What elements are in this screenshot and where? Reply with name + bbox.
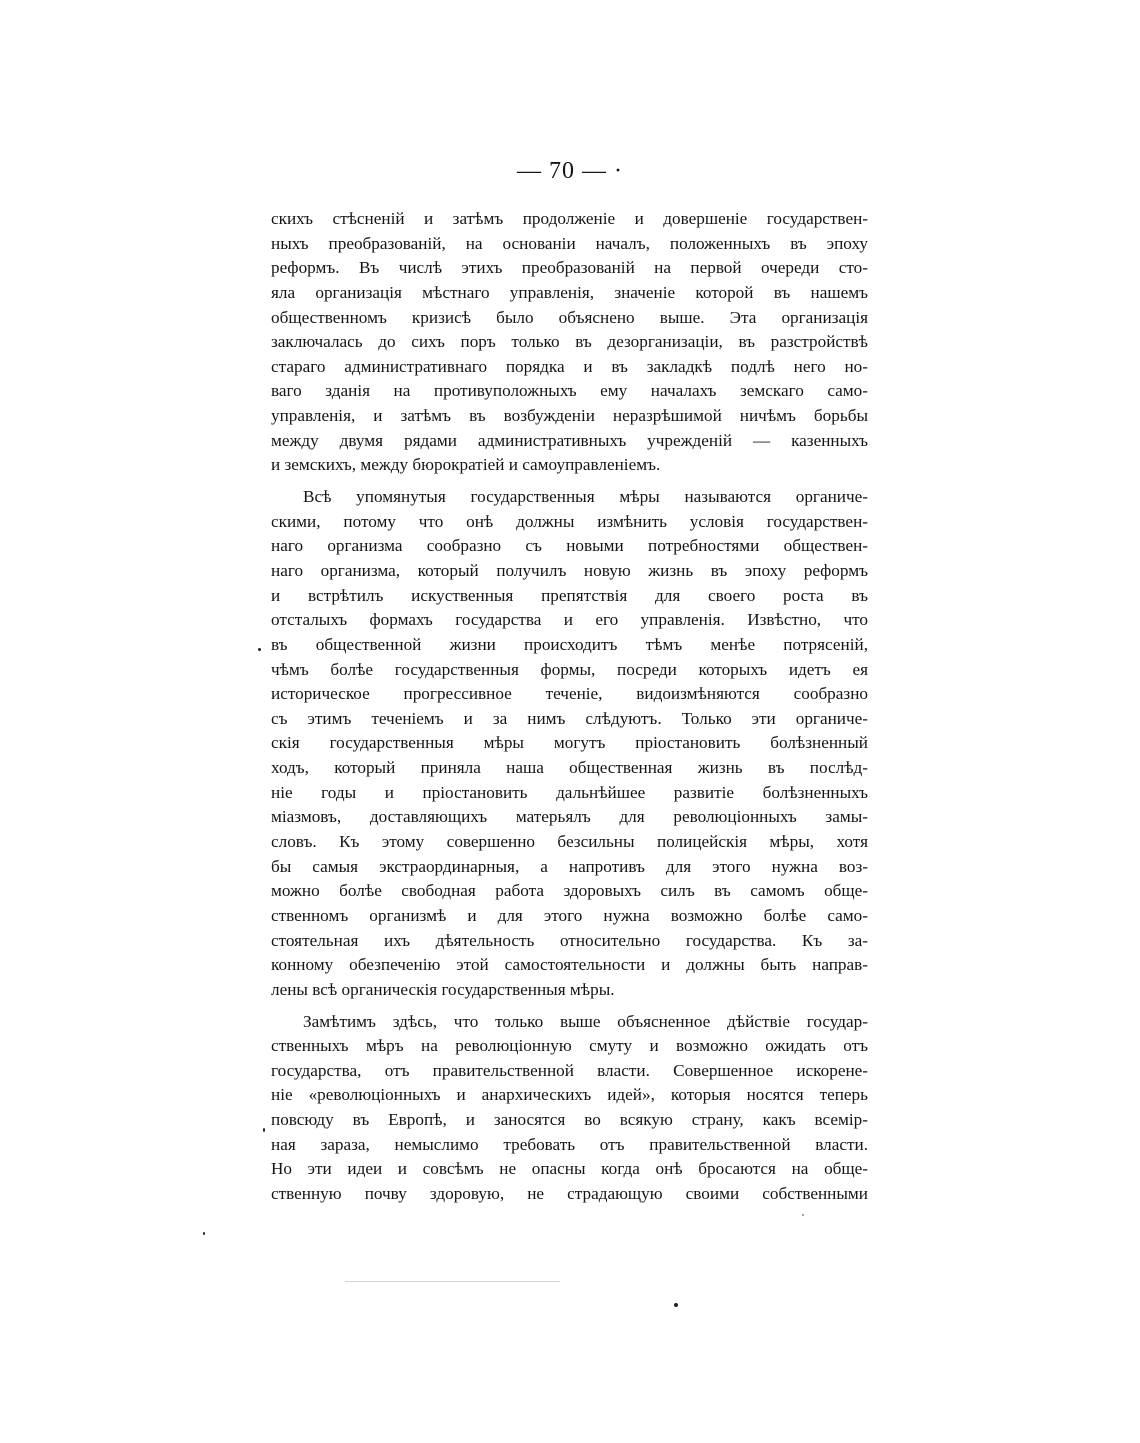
text-line: историческое прогрессивное теченіе, видоизмѣняются сообразно <box>271 684 868 704</box>
text-line: и земскихъ, между бюрократіей и самоуправленіемъ. <box>271 455 661 475</box>
body-text <box>271 207 868 1207</box>
scan-speck <box>674 1303 678 1307</box>
text-line: Но эти идеи и совсѣмъ не опасны когда онѣ бросаются на обще- <box>271 1159 868 1179</box>
paragraph-gap <box>271 1003 868 1010</box>
text-line: государства, отъ правительственной власти. Совершенное искорене- <box>271 1060 868 1080</box>
text-line: съ этимъ теченіемъ и за нимъ слѣдуютъ. Только эти органиче- <box>271 708 868 728</box>
text-line: ніе годы и пріостановить дальнѣйшее развитіе болѣзненныхъ <box>271 782 868 802</box>
text-line: бы самыя экстраординарныя, а напротивъ для этого нужна воз- <box>271 856 868 876</box>
text-line: ныхъ преобразованій, на основаніи началъ, положенныхъ въ эпоху <box>271 233 868 253</box>
text-line: ходъ, который приняла наша общественная жизнь въ послѣд- <box>271 758 868 778</box>
text-line: можно болѣе свободная работа здоровыхъ силъ въ самомъ обще- <box>271 881 868 901</box>
text-line: наго организма сообразно съ новыми потребностями обществен- <box>271 536 868 556</box>
text-line: лены всѣ органическія государственныя мѣры. <box>271 979 615 999</box>
text-line: ніе «революціонныхъ и анархическихъ идей», которыя носятся теперь <box>271 1085 868 1105</box>
text-line: скими, потому что онѣ должны измѣнить условія государствен- <box>271 511 868 531</box>
text-line: Замѣтимъ здѣсь, что только выше объясненное дѣйствіе государ- <box>303 1011 868 1031</box>
text-line: ная зараза, немыслимо требовать отъ правительственной власти. <box>271 1134 868 1154</box>
text-line: конному обезпеченію этой самостоятельности и должны быть направ- <box>271 955 868 975</box>
text-line: чѣмъ болѣе государственныя формы, посреди которыхъ идетъ ея <box>271 659 868 679</box>
text-line: и встрѣтилъ искуственныя препятствія для своего роста въ <box>271 585 868 605</box>
text-line: ственную почву здоровую, не страдающую своими собственными <box>271 1183 868 1203</box>
text-line: заключалась до сихъ поръ только въ дезорганизаціи, въ разстройствѣ <box>271 332 868 352</box>
paragraph-2 <box>271 485 868 1002</box>
text-line: отсталыхъ формахъ государства и его управленія. Извѣстно, что <box>271 610 868 630</box>
text-line: наго организма, который получилъ новую жизнь въ эпоху реформъ <box>271 560 868 580</box>
text-line: ственномъ организмѣ и для этого нужна возможно болѣе само- <box>271 905 868 925</box>
text-line: ственныхъ мѣръ на революціонную смуту и возможно ожидать отъ <box>271 1036 868 1056</box>
text-line: словъ. Къ этому совершенно безсильны полицейскія мѣры, хотя <box>271 832 868 852</box>
text-line: Всѣ упомянутыя государственныя мѣры называются органиче- <box>303 487 868 507</box>
text-line: скихъ стѣсненій и затѣмъ продолженіе и довершеніе государствен- <box>271 209 868 228</box>
page-number: — 70 — · <box>517 158 623 184</box>
scan-speck <box>263 1128 265 1132</box>
text-line: повсюду въ Европѣ, и заносятся во всякую страну, какъ всемір- <box>271 1110 868 1130</box>
text-line: общественномъ кризисѣ было объяснено выше. Эта организація <box>271 307 868 327</box>
scan-speck <box>802 1214 804 1216</box>
text-line: реформъ. Въ числѣ этихъ преобразованій на первой очереди сто- <box>271 258 868 278</box>
text-line: стараго административнаго порядка и въ закладкѣ подлѣ него но- <box>271 356 868 376</box>
text-line: міазмовъ, доставляющихъ матерьялъ для революціонныхъ замы- <box>271 807 868 827</box>
text-line: ваго зданія на противуположныхъ ему началахъ земскаго само- <box>271 381 868 401</box>
paragraph-gap <box>271 478 868 485</box>
text-line: управленія, и затѣмъ въ возбужденіи неразрѣшимой ничѣмъ борьбы <box>271 406 868 426</box>
scan-hairline <box>345 1281 560 1282</box>
text-line: яла организація мѣстнаго управленія, значеніе которой въ нашемъ <box>271 282 868 302</box>
scan-speck <box>203 1232 205 1235</box>
paragraph-3 <box>271 1010 868 1207</box>
text-line: стоятельная ихъ дѣятельность относительно государства. Къ за- <box>271 930 868 950</box>
paragraph-1 <box>271 207 868 478</box>
text-line: въ общественной жизни происходитъ тѣмъ менѣе потрясеній, <box>271 634 868 654</box>
scan-speck <box>258 648 261 651</box>
text-line: скія государственныя мѣры могутъ пріостановить болѣзненный <box>271 733 868 753</box>
text-line: между двумя рядами административныхъ учрежденій — казенныхъ <box>271 430 868 450</box>
